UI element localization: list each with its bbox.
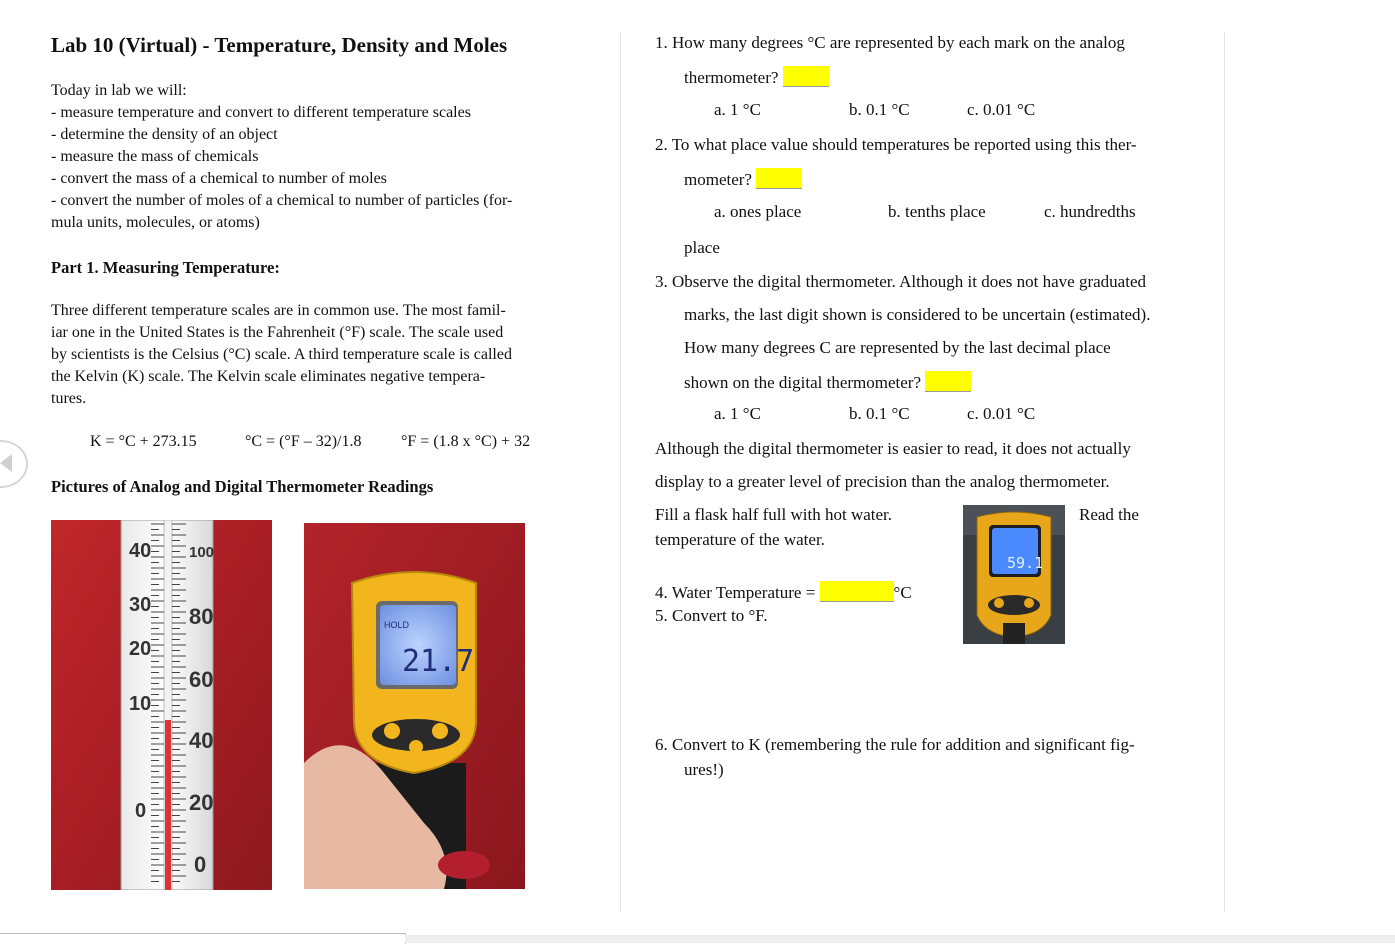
part1-heading: Part 1. Measuring Temperature: <box>51 258 280 277</box>
fahrenheit-label: 80 <box>189 604 214 629</box>
celsius-label: 10 <box>129 693 152 715</box>
question-4-text <box>655 581 912 603</box>
temperature-of-water-text: temperature of the water. <box>655 530 825 549</box>
q3-option-a[interactable]: a. 1 °C <box>714 404 761 423</box>
paragraph-line: Three different temperature scales are in common use. The most famil- <box>51 302 506 319</box>
fahrenheit-label: 40 <box>189 728 214 753</box>
read-the-text: Read the <box>1079 505 1139 524</box>
q1-option-a[interactable]: a. 1 °C <box>714 100 761 119</box>
paragraph-line: by scientists is the Celsius (°C) scale. A third temperature scale is called <box>51 346 512 363</box>
paragraph-line: iar one in the United States is the Fahrenheit (°F) scale. The scale used <box>51 324 504 341</box>
water-temperature-field[interactable] <box>820 581 894 602</box>
question-5-text: 5. Convert to °F. <box>655 606 768 625</box>
q3-answer-field[interactable] <box>925 371 971 392</box>
paragraph-line: the Kelvin (K) scale. The Kelvin scale eliminates negative tempera- <box>51 368 486 385</box>
q3-option-c[interactable]: c. 0.01 °C <box>967 404 1036 423</box>
question-1-label: thermometer? <box>684 68 779 87</box>
question-6-text-cont: ures!) <box>684 760 724 779</box>
intro-text: Today in lab we will: <box>51 82 187 99</box>
digital-thermometer-photo <box>304 523 525 889</box>
bullet-item: - measure temperature and convert to different temperature scales <box>51 104 471 121</box>
page-right-edge <box>1224 32 1225 912</box>
question-2-text: 2. To what place value should temperatures be reported using this ther- <box>655 135 1137 154</box>
previous-page-button[interactable] <box>0 440 28 488</box>
q1-option-b[interactable]: b. 0.1 °C <box>849 100 910 119</box>
celsius-label: 0 <box>135 800 147 822</box>
digital-reading: 21.7 <box>402 644 475 679</box>
formula-fahrenheit: °F = (1.8 x °C) + 32 <box>401 433 531 450</box>
question-1-text: 1. How many degrees °C are represented by each mark on the analog <box>655 33 1125 52</box>
note-text: Although the digital thermometer is easier to read, it does not actually <box>655 439 1131 458</box>
celsius-label: 40 <box>129 540 152 562</box>
q1-answer-field[interactable] <box>783 66 829 87</box>
fahrenheit-label: 0 <box>194 852 207 877</box>
question-2-text-cont <box>684 168 802 190</box>
question-3-text: How many degrees C are represented by the last decimal place <box>684 338 1111 357</box>
question-2-label: mometer? <box>684 170 752 189</box>
q2-answer-field[interactable] <box>756 168 802 189</box>
column-divider <box>620 32 621 912</box>
q3-option-b[interactable]: b. 0.1 °C <box>849 404 910 423</box>
water-digital-reading: 59.1 <box>1007 554 1044 572</box>
fahrenheit-label: 100 <box>189 544 215 561</box>
fill-flask-text: Fill a flask half full with hot water. <box>655 505 893 524</box>
pictures-heading: Pictures of Analog and Digital Thermometer Readings <box>51 477 434 496</box>
note-text: display to a greater level of precision than the analog thermometer. <box>655 472 1110 491</box>
q4-unit: °C <box>893 583 912 602</box>
question-1-text-cont <box>684 66 829 88</box>
q2-option-c[interactable]: c. hundredths <box>1044 202 1136 221</box>
question-6-text: 6. Convert to K (remembering the rule for addition and significant fig- <box>655 735 1135 754</box>
celsius-label: 20 <box>129 638 152 660</box>
question-3-text-cont <box>684 371 971 393</box>
fahrenheit-label: 60 <box>189 667 214 692</box>
fahrenheit-label: 20 <box>189 790 214 815</box>
hold-indicator: HOLD <box>384 620 410 630</box>
bullet-item: - convert the mass of a chemical to number of moles <box>51 170 387 187</box>
horizontal-scrollbar[interactable] <box>405 935 1395 943</box>
formula-kelvin: K = °C + 273.15 <box>90 433 197 450</box>
page-title: Lab 10 (Virtual) - Temperature, Density and Moles <box>51 33 508 57</box>
analog-thermometer-photo <box>51 520 272 890</box>
chevron-left-icon <box>0 454 12 472</box>
bullet-item: - convert the number of moles of a chemical to number of particles (for- <box>51 192 513 209</box>
bullet-item: - measure the mass of chemicals <box>51 148 259 165</box>
question-3-text: 3. Observe the digital thermometer. Although it does not have graduated <box>655 272 1146 291</box>
q2-option-a[interactable]: a. ones place <box>714 202 802 221</box>
bullet-item: - determine the density of an object <box>51 126 278 143</box>
q1-option-c[interactable]: c. 0.01 °C <box>967 100 1036 119</box>
question-4-label: 4. Water Temperature = <box>655 583 816 602</box>
celsius-label: 30 <box>129 594 152 616</box>
q2-option-c-cont: place <box>684 238 720 257</box>
q2-option-b[interactable]: b. tenths place <box>888 202 986 221</box>
bullet-item-continuation: mula units, molecules, or atoms) <box>51 214 260 231</box>
water-thermometer-photo <box>963 505 1065 644</box>
paragraph-line: tures. <box>51 390 87 407</box>
question-3-label: shown on the digital thermometer? <box>684 373 921 392</box>
question-3-text: marks, the last digit shown is considered to be uncertain (estimated). <box>684 305 1151 324</box>
bottom-page-tab <box>0 933 406 944</box>
formula-celsius: °C = (°F – 32)/1.8 <box>245 433 362 450</box>
